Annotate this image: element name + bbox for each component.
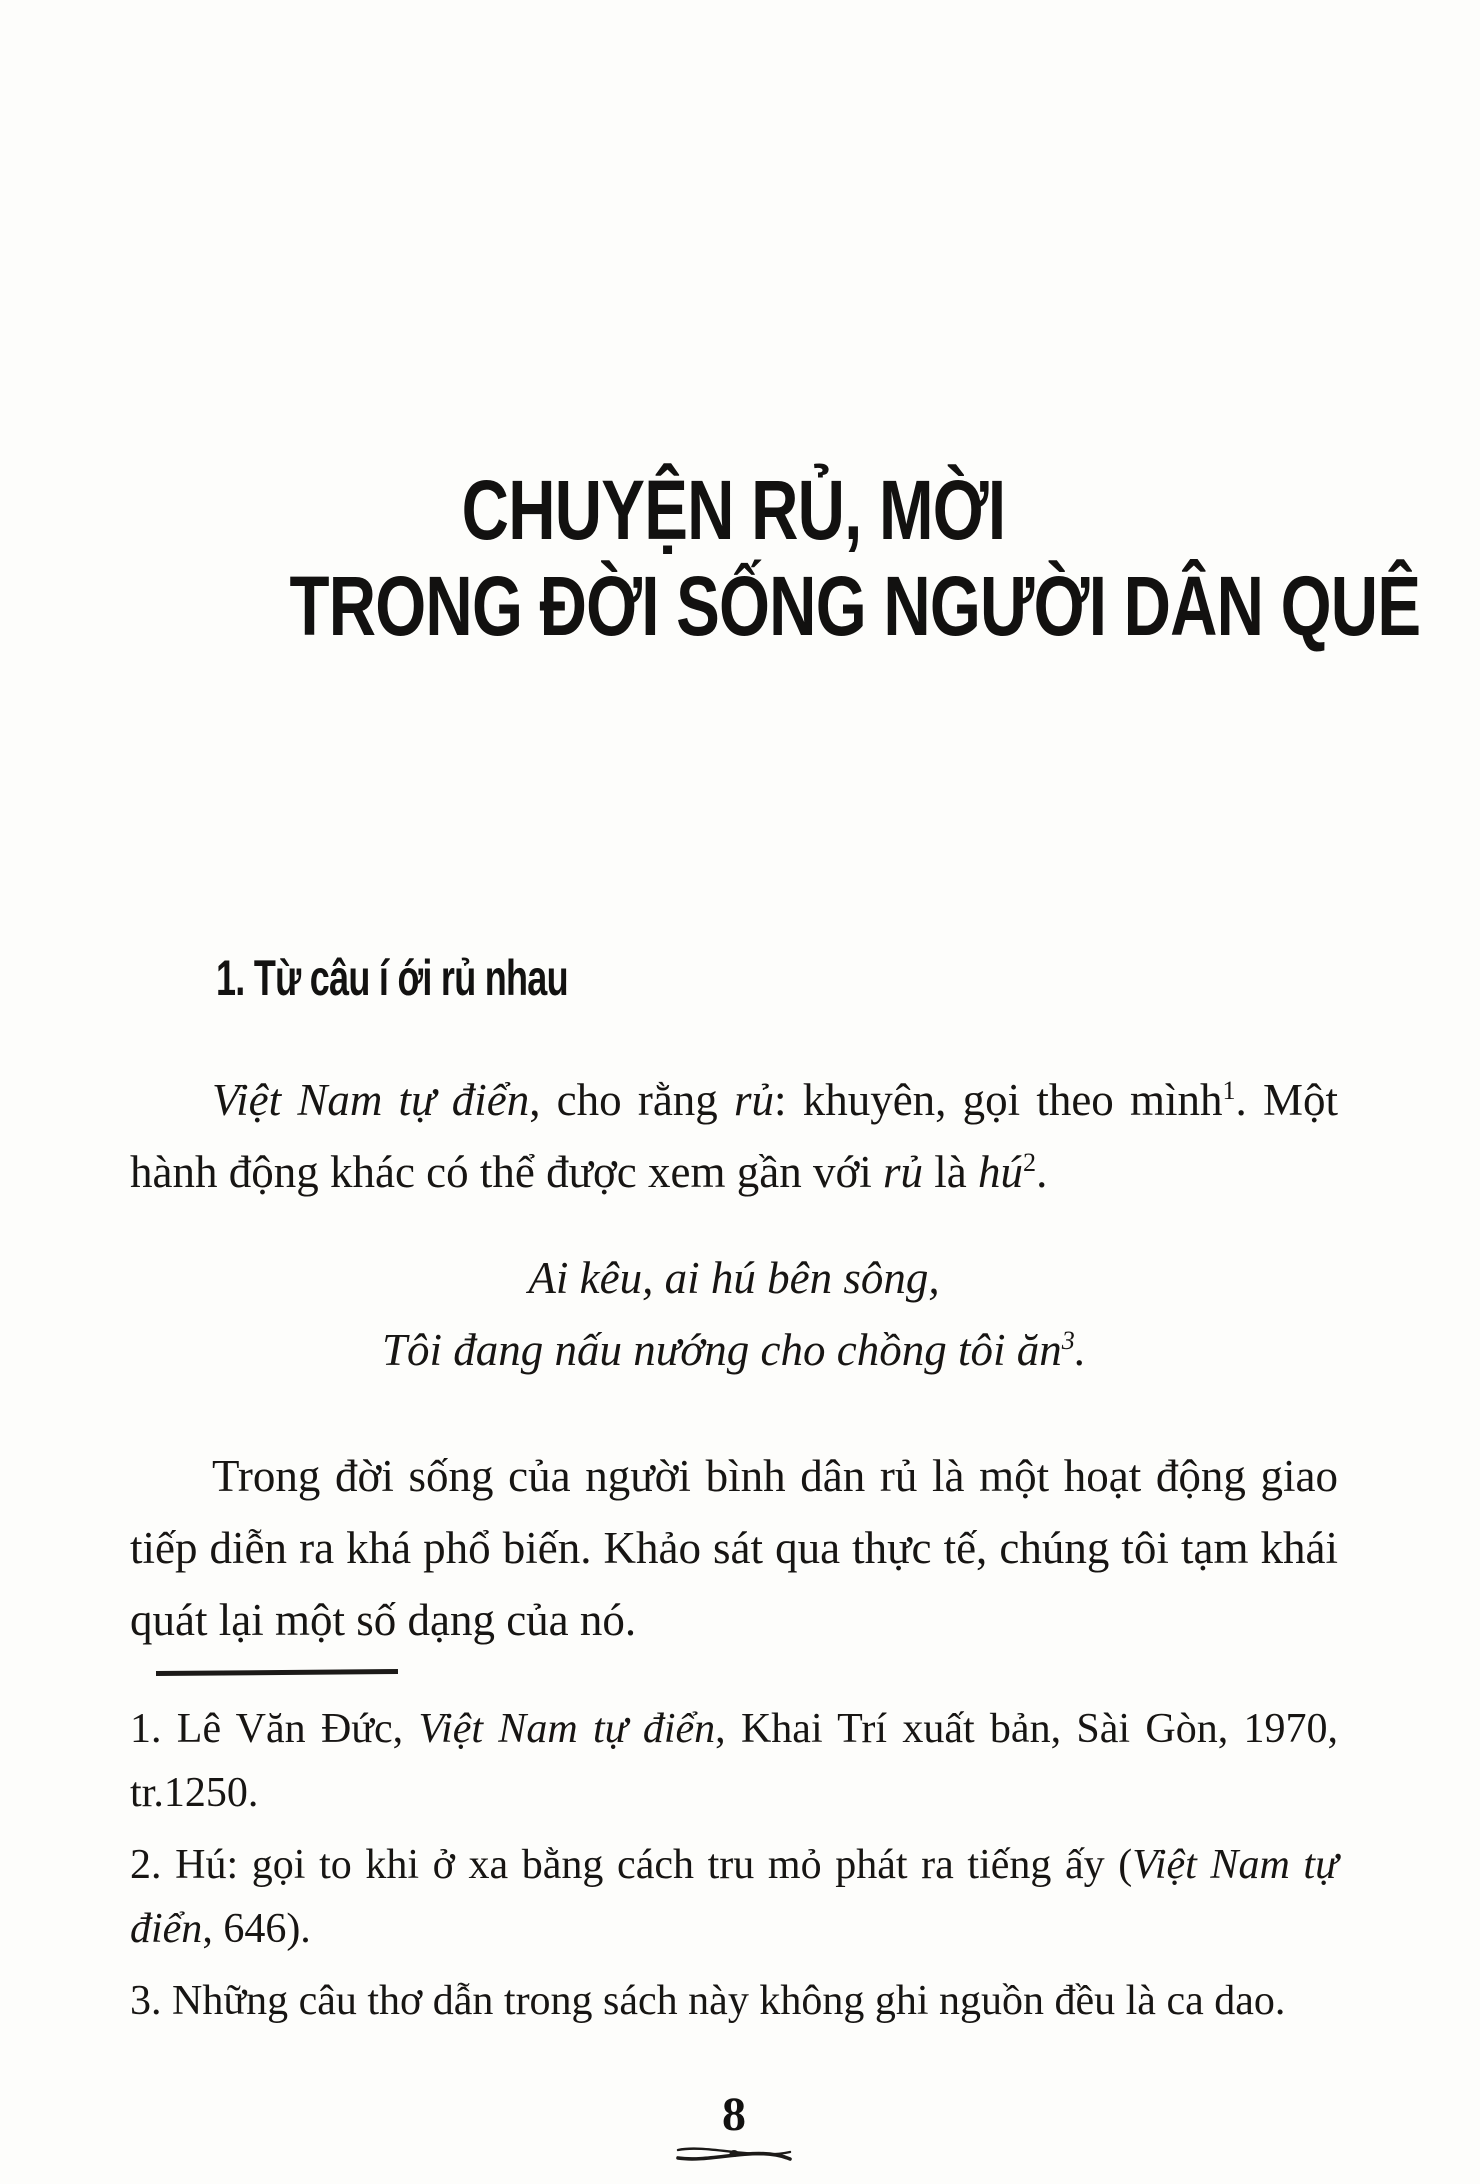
- footnote-2: 2. Hú: gọi to khi ở xa bằng cách tru mỏ phát ra tiếng ấy (Việt Nam tự điển, 646).: [130, 1842, 1338, 1952]
- verse-line-2: Tôi đang nấu nướng cho chồng tôi $ăn^3$.: [381, 1325, 1087, 1375]
- paragraph-1: Việt Nam tự điển, cho rằng rủ: khuyên, gọi theo mình$^1$. Một hành động khác có thể được xem gần với rủ là $hú^2$.: [130, 1075, 1339, 1197]
- chapter-title: [130, 462, 1421, 654]
- verse-quote: [130, 1242, 1338, 1386]
- footnote-1: 1. Lê Văn Đức, Việt Nam tự điển, Khai Trí xuất bản, Sài Gòn, 1970, tr.1250.: [130, 1706, 1339, 1816]
- page-number-flourish: [675, 2141, 793, 2167]
- chapter-title-line1: CHUYỆN RỦ, MỜI: [462, 463, 1006, 557]
- page-footer: [130, 2088, 1338, 2167]
- footnotes: [130, 1697, 1338, 2033]
- page-number: 8: [722, 2088, 746, 2141]
- paragraph-2: Trong đời sống của người bình dân rủ là một hoạt động giao tiếp diễn ra khá phổ biến. Khảo sát qua thực tế, chúng tôi tạm khái quát lại một số dạng của nó.: [130, 1451, 1338, 1645]
- chapter-title-line2: TRONG ĐỜI SỐNG NGƯỜI DÂN QUÊ: [289, 559, 1421, 653]
- footnote-3: 3. Những câu thơ dẫn trong sách này không ghi nguồn đều là ca dao.: [130, 1978, 1286, 2024]
- footnote-separator: [156, 1669, 398, 1676]
- verse-line-1: Ai kêu, ai hú bên sông,: [528, 1253, 940, 1303]
- section-heading: 1. Từ câu í ới rủ nhau: [216, 950, 568, 1006]
